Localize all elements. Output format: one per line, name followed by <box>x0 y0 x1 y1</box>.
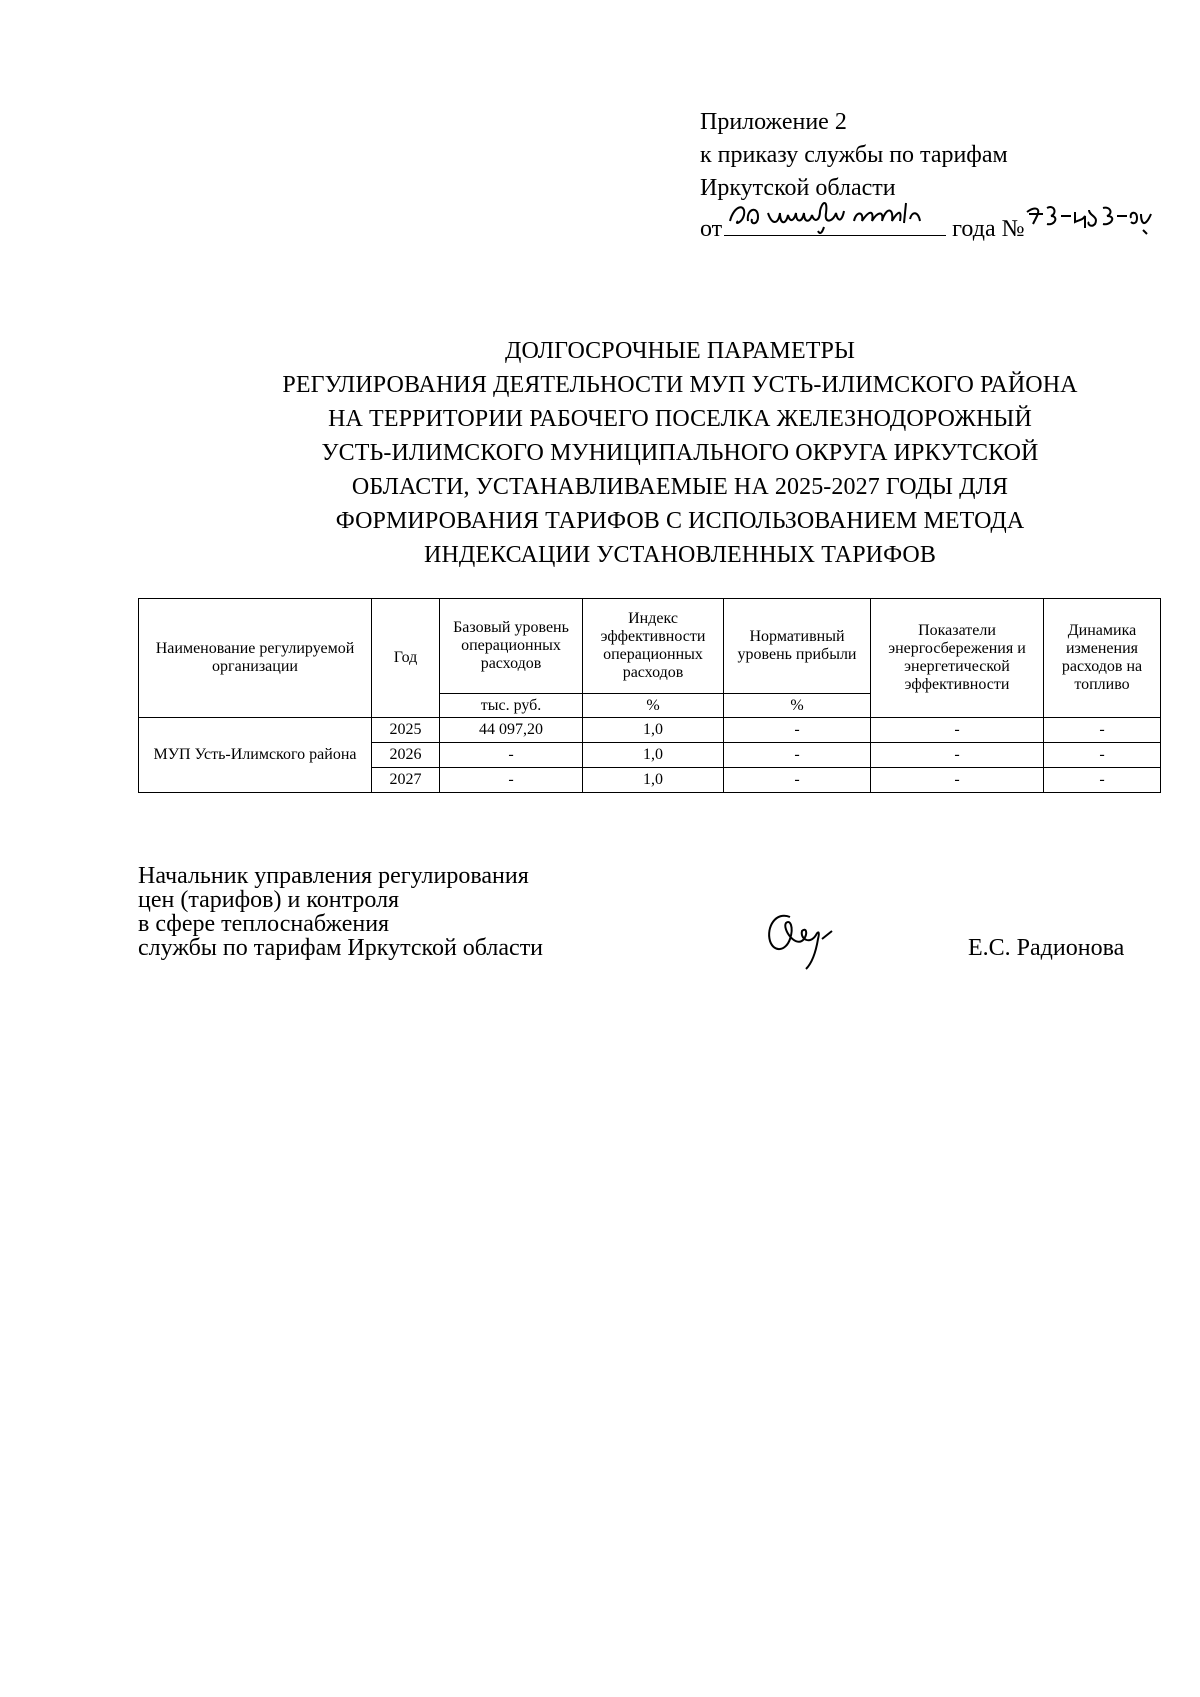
base-cell: - <box>440 768 583 793</box>
signatory-position <box>138 864 543 960</box>
unit-base: тыс. руб. <box>440 694 583 718</box>
appendix-block <box>700 106 1153 246</box>
energy-cell: - <box>871 718 1044 743</box>
fuel-cell: - <box>1044 743 1161 768</box>
norm-cell: - <box>724 718 871 743</box>
handwritten-date-drawing <box>724 191 946 235</box>
header-energy-saving: Показатели энергосбережения и энергетической эффективности <box>871 599 1044 718</box>
header-year: Год <box>372 599 440 718</box>
signature-drawing <box>760 905 860 975</box>
header-base-level: Базовый уровень операционных расходов <box>440 599 583 694</box>
title-line: ФОРМИРОВАНИЯ ТАРИФОВ С ИСПОЛЬЗОВАНИЕМ МЕТОДА <box>335 508 1025 534</box>
table-row <box>139 718 1161 743</box>
position-line: Начальник управления регулирования <box>138 863 529 889</box>
fuel-cell: - <box>1044 768 1161 793</box>
year-cell: 2026 <box>372 743 440 768</box>
title-line: УСТЬ-ИЛИМСКОГО МУНИЦИПАЛЬНОГО ОКРУГА ИРКУТСКОЙ <box>321 440 1039 466</box>
year-cell: 2025 <box>372 718 440 743</box>
title-line: НА ТЕРРИТОРИИ РАБОЧЕГО ПОСЕЛКА ЖЕЛЕЗНОДОРОЖНЫЙ <box>328 406 1032 432</box>
order-date-line <box>700 205 1153 246</box>
parameters-table <box>138 598 1161 793</box>
appendix-line: к приказу службы по тарифам <box>700 142 1008 168</box>
position-line: в сфере теплоснабжения <box>138 911 390 937</box>
date-prefix: от <box>700 216 723 242</box>
header-normative-profit: Нормативный уровень прибыли <box>724 599 871 694</box>
title-line: ОБЛАСТИ, УСТАНАВЛИВАЕМЫЕ НА 2025-2027 ГОДЫ ДЛЯ <box>351 474 1009 500</box>
position-line: службы по тарифам Иркутской области <box>138 935 544 961</box>
order-number-label: года № <box>952 216 1025 242</box>
appendix-line: Иркутской области <box>700 175 896 201</box>
header-fuel-dynamics: Динамика изменения расходов на топливо <box>1044 599 1161 718</box>
position-line: цен (тарифов) и контроля <box>138 887 400 913</box>
title-line: РЕГУЛИРОВАНИЯ ДЕЯТЕЛЬНОСТИ МУП УСТЬ-ИЛИМСКОГО РАЙОНА <box>282 372 1078 398</box>
document-title <box>190 334 1170 572</box>
signer-name: Е.С. Радионова <box>968 935 1125 961</box>
index-cell: 1,0 <box>583 768 724 793</box>
norm-cell: - <box>724 743 871 768</box>
header-org: Наименование регулируемой организации <box>139 599 372 718</box>
fuel-cell: - <box>1044 718 1161 743</box>
energy-cell: - <box>871 743 1044 768</box>
handwritten-date <box>724 205 946 236</box>
header-efficiency-index: Индекс эффективности операционных расходов <box>583 599 724 694</box>
base-cell: 44 097,20 <box>440 718 583 743</box>
base-cell: - <box>440 743 583 768</box>
appendix-line: Приложение 2 <box>700 109 847 135</box>
handwritten-signature <box>760 905 860 980</box>
unit-norm: % <box>724 694 871 718</box>
org-name-cell: МУП Усть-Илимского района <box>139 718 372 793</box>
title-line: ДОЛГОСРОЧНЫЕ ПАРАМЕТРЫ <box>504 338 855 364</box>
table-header-row <box>139 599 1161 694</box>
index-cell: 1,0 <box>583 718 724 743</box>
handwritten-number-drawing <box>1025 192 1153 236</box>
norm-cell: - <box>724 768 871 793</box>
index-cell: 1,0 <box>583 743 724 768</box>
handwritten-order-number <box>1025 206 1153 236</box>
energy-cell: - <box>871 768 1044 793</box>
title-line: ИНДЕКСАЦИИ УСТАНОВЛЕННЫХ ТАРИФОВ <box>424 542 936 568</box>
unit-index: % <box>583 694 724 718</box>
year-cell: 2027 <box>372 768 440 793</box>
